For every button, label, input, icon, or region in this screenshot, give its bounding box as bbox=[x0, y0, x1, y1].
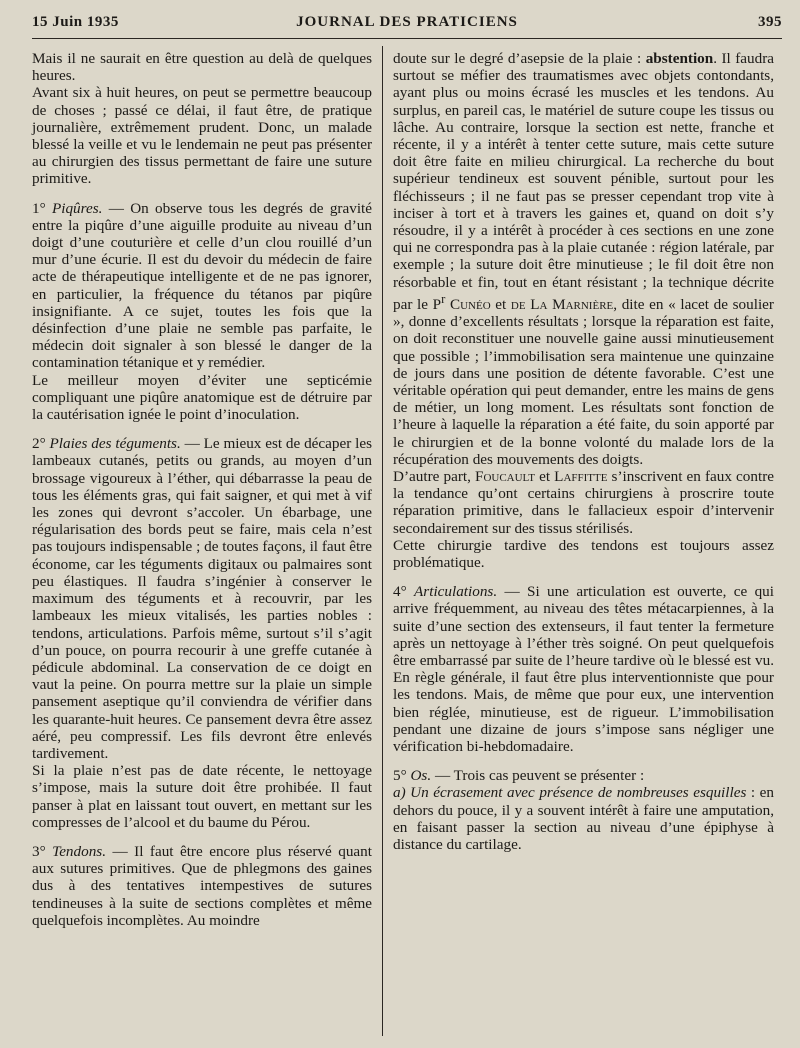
column-divider bbox=[382, 46, 383, 1036]
section-number: 3° bbox=[32, 842, 53, 860]
subsection-label: a) Un écrasement avec présence de nombreuses esquilles bbox=[393, 784, 747, 802]
subsection-a bbox=[393, 784, 774, 853]
text-run: et bbox=[490, 295, 511, 313]
journal-title: JOURNAL DES PRATICIENS bbox=[296, 14, 518, 30]
section-os bbox=[393, 767, 774, 784]
paragraph bbox=[393, 50, 774, 468]
paragraph: Le meilleur moyen d’éviter une septicémie compliquant une piqûre anatomique est de détruire par la cautérisation ignée le point d’inoculation. bbox=[32, 371, 372, 424]
section-text: — Trois cas peuvent se présenter : bbox=[431, 767, 645, 785]
page-number: 395 bbox=[758, 14, 782, 30]
text-run: et bbox=[535, 467, 555, 485]
section-text: — Il faut être encore plus réservé quant aux sutures primitives. Que de phlegmons des gaines dus à des tentatives intempestives de sutures tendineuses à la suite de sections complètes et même quelquefois incomplètes. Au moindre bbox=[32, 842, 372, 929]
section-text: — Si une articulation est ouverte, ce qui arrive fréquemment, au niveau des têtes métacarpiennes, à la suite d’une section des extenseurs, il faut tenter la fermeture après un nettoyage à l’éther très soigné. On peut quelquefois être embarrassé par suite de l’heure tardive où le blessé est vu. En règle générale, il faut être plus interventionniste que pour les tendons. Mais, de même que pour eux, une intervention bien réglée, minutieuse, est de rigueur. L’immobilisation pendant une dizaine de jours s’impose sans négliger une vérification bi-hebdomadaire. bbox=[393, 583, 774, 755]
text-run: , dite en « lacet de soulier », donne d’excellents résultats ; lorsque la réparation est faite, on doit reconstituer une nouvelle gaine aussi minutieusement que possible ; l’immobilisation sera maintenue une quinzaine de jours dans une position de détente favorable. C’est une véritable opération qui peut demander, entre les mains de gens de métier, un long moment. Les résultats sont fonction de l’heure à laquelle la réparation a été faite, du soin apporté par le chirurgien et de la bonne volonté du malade lors de la récupération des mouvements des doigts. bbox=[393, 295, 774, 468]
issue-date: 15 Juin 1935 bbox=[32, 14, 119, 30]
section-tendons bbox=[32, 843, 372, 929]
running-header bbox=[32, 14, 782, 38]
paragraph: Cette chirurgie tardive des tendons est toujours assez problématique. bbox=[393, 536, 774, 571]
author-name: Laffitte bbox=[554, 467, 608, 485]
text-run: . Il faudra surtout se méfier des traumatismes avec objets contondants, ayant plus ou moins écrasé les muscles et les tendons. Au surplus, en pareil cas, le matériel de suture coupe les tissus ou lâche. Au contraire, lorsque la section est nette, franche et récente, il y a intérêt à tenter cette suture, mais cette suture doit être faite en milieu chirurgical. La recherche du bout supérieur tendineux est souvent pénible, surtout pour les fléchisseurs ; il ne faut pas se presser cependant trop vite à inciser à tort et à travers les gaines et, quand on doit s’y résoudre, il y a intérêt à procéder à ces sections en une zone qui ne correspondra pas à la plaie cutanée : région latérale, par exemple ; la suture doit être minutieuse ; le fil doit être non résorbable et fin, tout en étant résistant ; la technique décrite par le P bbox=[393, 50, 775, 313]
emphasis-abstention: abstention bbox=[645, 50, 714, 67]
section-title: Plaies des téguments. bbox=[49, 435, 181, 453]
section-text: — Le mieux est de décaper les lambeaux cutanés, petits ou grands, au moyen d’un brossage vigoureux à l’éther, qui débarrasse la peau de tous les éléments gras, qui fait saigner, et qui met à vif les zones qui devront s’accoler. Un ébarbage, une régularisation des bords peut se faire, mais cela n’est pas toujours indispensable ; de toutes façons, il faut être économe, car les téguments digitaux ou palmaires sont peu élastiques. Il faudra s’ingénier à conserver le maximum des téguments et à recouvrir, par les lambeaux les mieux vitalisés, les parties nobles : tendons, articulations. Parfois même, surtout s’il s’agit d’un pouce, on pourra recourir à une greffe cutanée à pédicule abdominal. La conservation de ce doigt en vaut la peine. On pourra mettre sur la plaie un simple pansement aseptique qu’il conviendra de vérifier dans les quarante-huit heures. Ce pansement devra être assez aéré, peu compressif. Les fils devront être enlevés tardivement. bbox=[32, 435, 372, 762]
section-number: 2° bbox=[32, 435, 50, 453]
text-run: D’autre part, bbox=[393, 467, 475, 485]
section-number: 5° bbox=[393, 767, 411, 785]
title-superscript: r bbox=[441, 291, 446, 306]
section-articulations bbox=[393, 583, 774, 755]
header-rule bbox=[32, 38, 782, 39]
section-title: Os. bbox=[410, 767, 432, 785]
section-piqures bbox=[32, 200, 372, 372]
paragraph bbox=[393, 468, 774, 537]
paragraph: Avant six à huit heures, on peut se permettre beaucoup de choses ; passé ce délai, il faut être, de pratique journalière, extrêmement prudent. Donc, un malade blessé la veille et vu le lendemain ne peut pas présenter au chirurgien des tissus permettant de faire une suture primitive. bbox=[32, 84, 372, 188]
section-title: Articulations. bbox=[414, 583, 498, 601]
section-title: Piqûres. bbox=[51, 199, 103, 217]
left-column bbox=[32, 50, 372, 929]
section-title: Tendons. bbox=[52, 842, 107, 860]
section-text: — On observe tous les degrés de gravité entre la piqûre d’une aiguille produite au niveau d’un doigt d’une couturière et celle d’un clou rouillé d’un mur d’une écurie. Il est du devoir du médecin de faire acte de thérapeutique intelligente et de ne pas ignorer, en particulier, la fréquence du tétanos par piqûre insignifiante. A ce sujet, toutes les fois que la désinfection d’une plaie ne semble pas parfaite, le médecin doit signaler à son blessé le danger de la contamination tétanique et y remédier. bbox=[32, 199, 372, 372]
text-run: doute sur le degré d’asepsie de la plaie : bbox=[393, 50, 646, 67]
section-number: 1° bbox=[32, 199, 52, 217]
section-plaies bbox=[32, 435, 372, 762]
author-name: de La Marnière bbox=[510, 295, 614, 313]
author-name: Cunéo bbox=[445, 295, 491, 313]
author-name: Foucault bbox=[475, 467, 535, 485]
paragraph: Si la plaie n’est pas de date récente, le nettoyage s’impose, mais la suture doit être prohibée. Il faut panser à plat en laissant tout ouvert, en mettant sur les compresses de l’alcool et du baume du Pérou. bbox=[32, 762, 372, 831]
subsection-text: : en dehors du pouce, il y a souvent intérêt à faire une amputation, en faisant passer la section au niveau d’une épiphyse à distance du cartilage. bbox=[393, 784, 774, 853]
paragraph: Mais il ne saurait en être question au delà de quelques heures. bbox=[32, 50, 372, 85]
text-run: s’inscrivent en faux contre la tendance qu’ont certains chirurgiens à proscrire toute réparation primitive, dans le fallacieux espoir d’intervenir secondairement sur des tissus stérilisés. bbox=[393, 467, 774, 537]
section-number: 4° bbox=[393, 583, 415, 601]
right-column bbox=[393, 50, 774, 853]
